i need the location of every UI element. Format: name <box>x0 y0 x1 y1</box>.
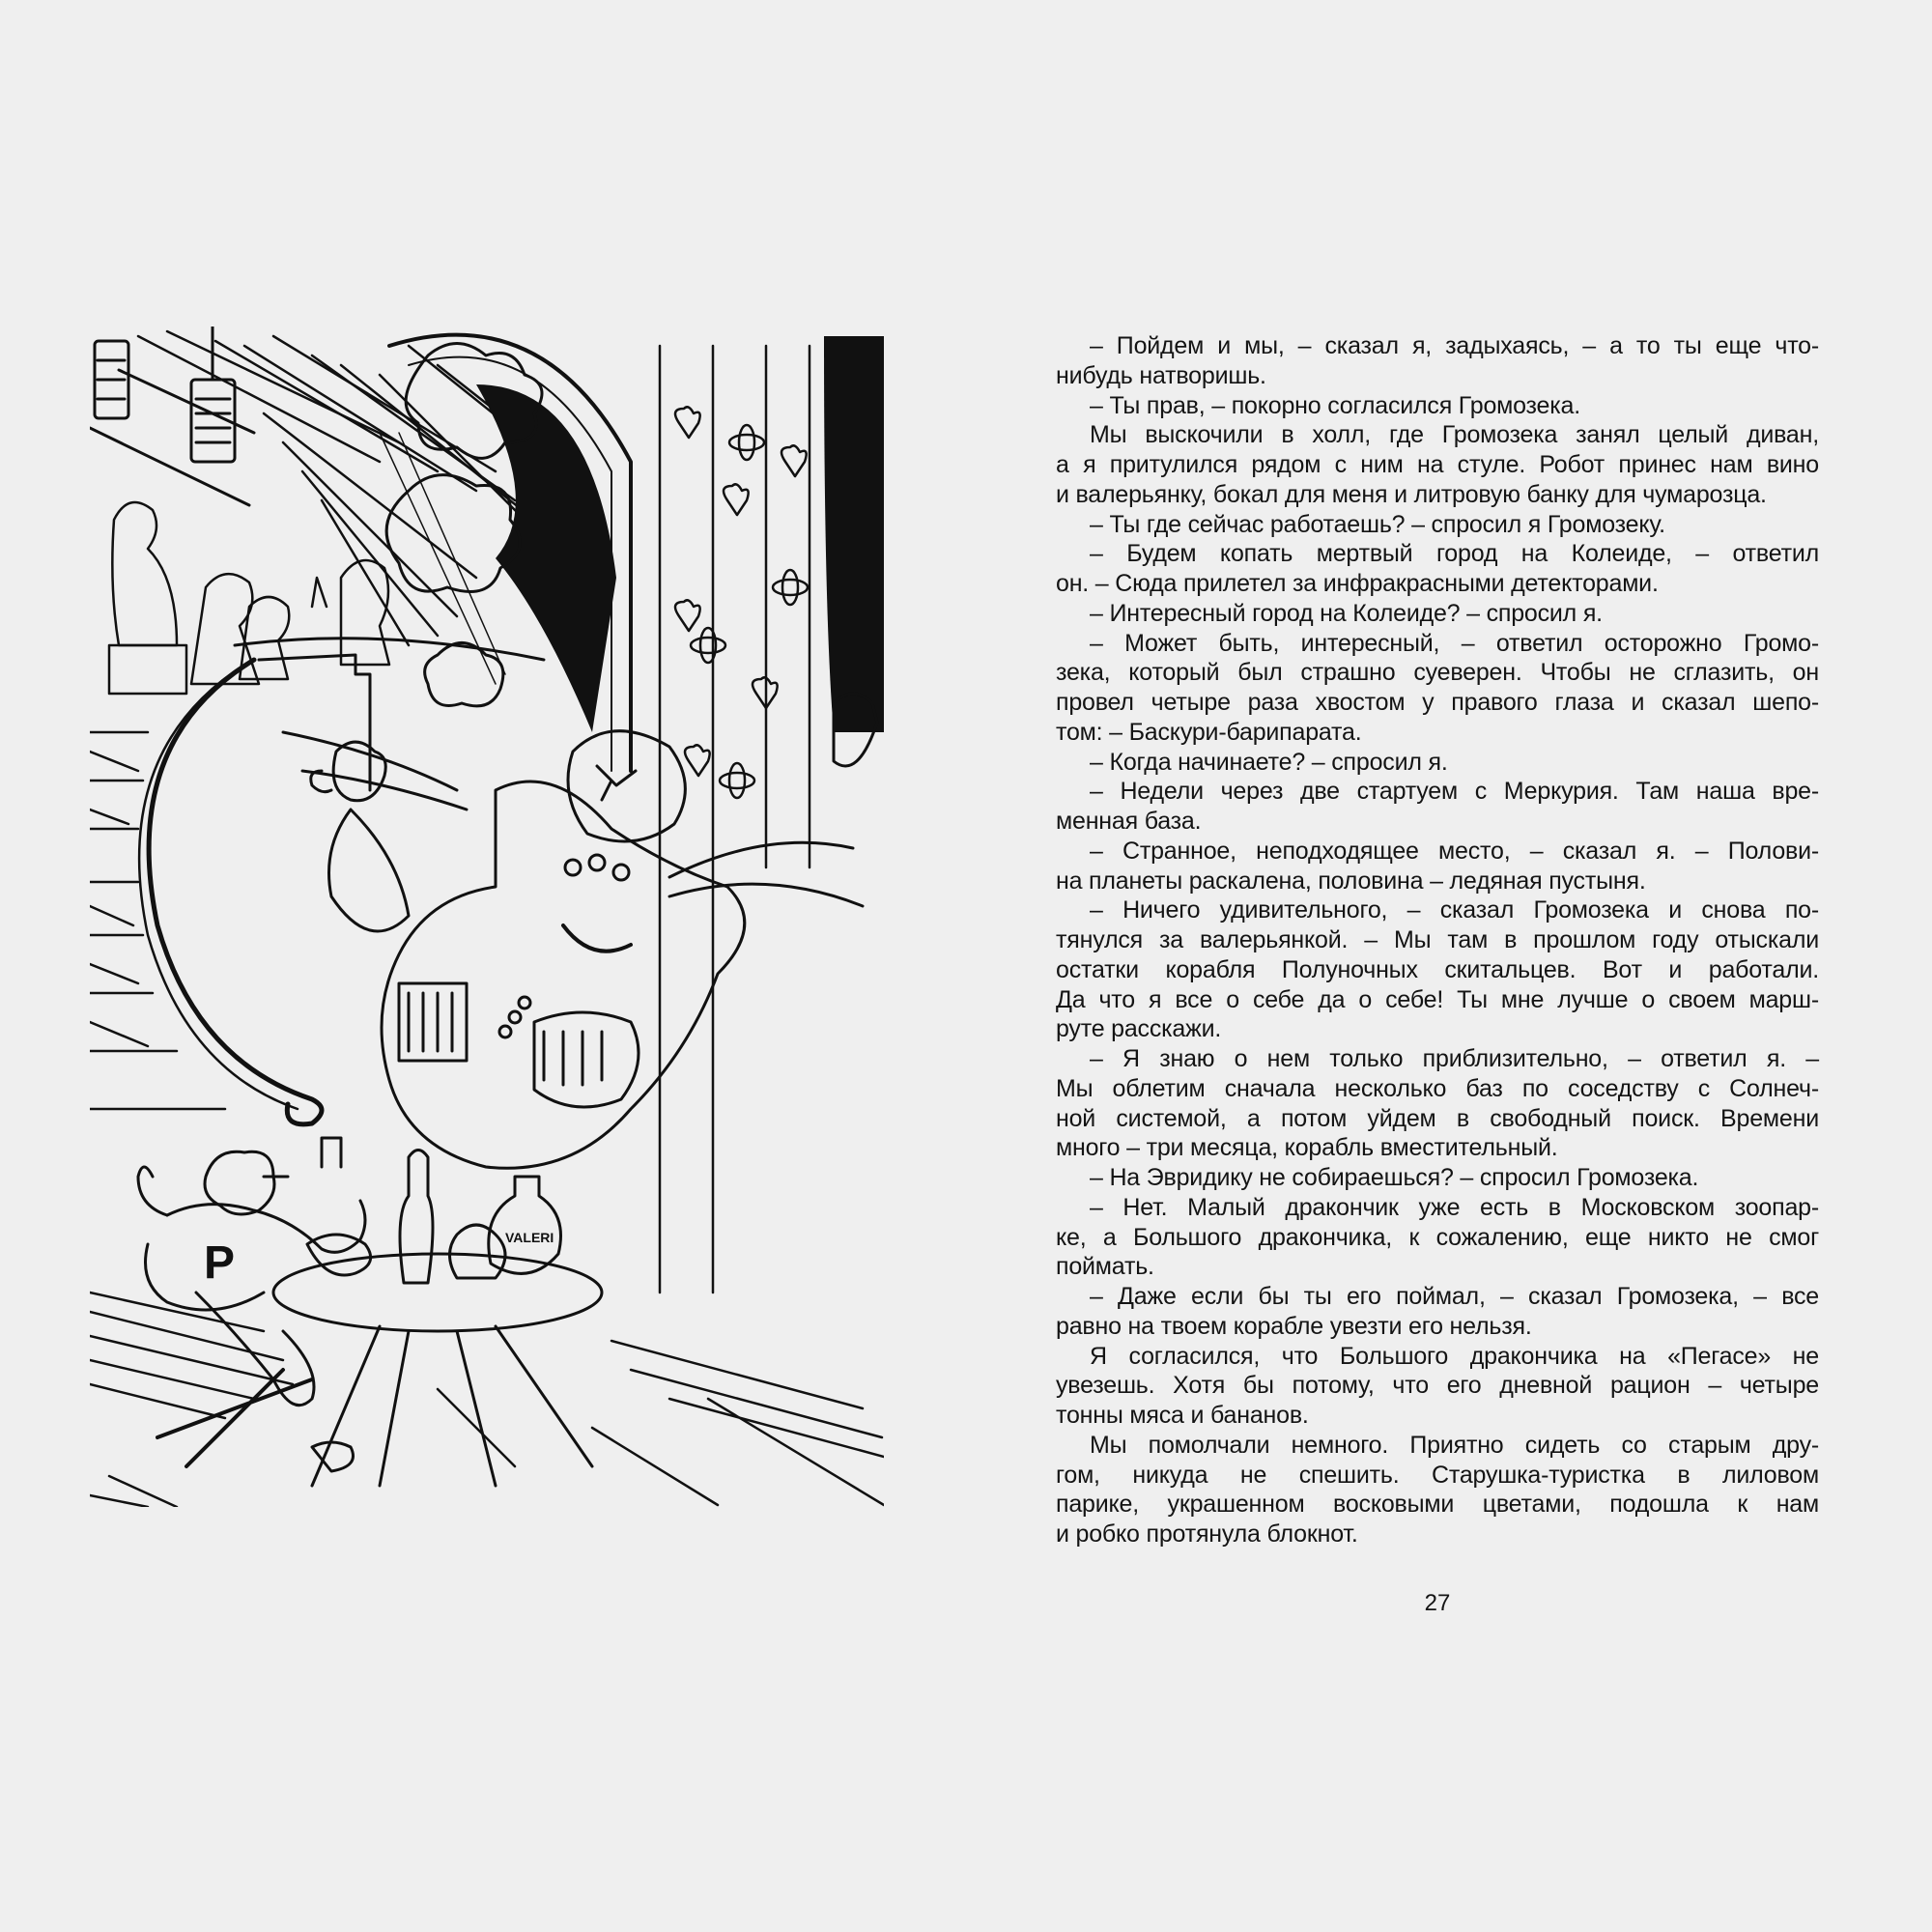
text-line: он. – Сюда прилетел за инфракрасными детекторами. <box>1056 570 1659 597</box>
text-line: остатки корабля Полуночных скитальцев. Вот и работали. <box>1056 955 1819 983</box>
text-line: Да что я все о себе да о себе! Ты мне лучше о своем марш- <box>1056 985 1819 1013</box>
text-line: и робко протянула блокнот. <box>1056 1520 1358 1548</box>
cafe-table <box>273 1151 602 1487</box>
text-line: – Интересный город на Колеиде? – спросил я. <box>1090 599 1603 627</box>
text-line: нибудь натворишь. <box>1056 361 1266 389</box>
shelf-line <box>90 428 249 505</box>
text-line: зека, который был страшно суеверен. Чтобы не сглазить, он <box>1056 659 1819 687</box>
text-line: увезешь. Хотя бы потому, что его дневной рацион – четыре <box>1056 1372 1819 1400</box>
text-line: менная база. <box>1056 808 1202 835</box>
jar-label: VALERI <box>505 1230 554 1245</box>
text-line: ной системой, а потом уйдем в свободный поиск. Времени <box>1056 1104 1819 1132</box>
text-line: Мы выскочили в холл, где Громозека занял целый диван, <box>1090 421 1819 449</box>
text-line: Мы облетим сначала несколько баз по соседству с Солнеч- <box>1056 1074 1819 1102</box>
bottle-icon <box>400 1151 433 1284</box>
page-number: 27 <box>1424 1590 1451 1616</box>
text-line: – Странное, неподходящее место, – сказал я. – Полови- <box>1090 837 1819 865</box>
curtain <box>660 346 810 1293</box>
text-line: руте расскажи. <box>1056 1015 1222 1043</box>
fruit-bowl-icon <box>450 1225 506 1278</box>
text-line: том: – Баскури-барипарата. <box>1056 718 1362 746</box>
robot-figure <box>311 742 409 931</box>
page-text <box>1056 331 1819 1549</box>
text-line: тянулся за валерьянкой. – Мы там в прошлом году отыскали <box>1056 926 1819 953</box>
text-line: – Недели через две стартуем с Меркурия. Там наша вре- <box>1090 778 1819 806</box>
text-line: а я притулился рядом с ним на стуле. Робот принес нам вино <box>1056 451 1819 478</box>
text-line: на планеты раскалена, половина – ледяная пустыня. <box>1056 867 1646 895</box>
text-line: – Ты где сейчас работаешь? – спросил я Громозеку. <box>1090 510 1665 538</box>
cafe-scene-drawing <box>90 327 884 1507</box>
text-line: – Пойдем и мы, – сказал я, задыхаясь, – а то ты еще что- <box>1090 332 1819 359</box>
text-line: – Нет. Малый дракончик уже есть в Московском зоопар- <box>1090 1193 1819 1221</box>
text-line: поймать. <box>1056 1253 1154 1281</box>
text-line: Мы помолчали немного. Приятно сидеть со старым дру- <box>1090 1431 1819 1459</box>
text-line: гом, никуда не спешить. Старушка-туристка в лиловом <box>1056 1461 1819 1489</box>
text-line: – Будем копать мертвый город на Колеиде, – ответил <box>1090 540 1819 568</box>
text-line: парике, украшенном восковыми цветами, подошла к нам <box>1056 1491 1819 1519</box>
floor-hatching <box>90 1293 884 1507</box>
text-line: тонны мяса и бананов. <box>1056 1402 1309 1429</box>
jacket-letter: P <box>204 1237 236 1289</box>
text-line: Я согласился, что Большого дракончика на «Пегасе» не <box>1090 1342 1819 1370</box>
arch-shadow <box>476 384 616 732</box>
text-line: ке, а Большого дракончика, к сожалению, еще никто не смог <box>1056 1223 1819 1251</box>
text-line: – Может быть, интересный, – ответил осторожно Громо- <box>1090 629 1819 657</box>
text-line: – Когда начинаете? – спросил я. <box>1090 748 1448 776</box>
text-line: – Ты прав, – покорно согласился Громозека. <box>1090 391 1580 419</box>
text-line: – На Эвридику не собираешься? – спросил Громозека. <box>1090 1164 1699 1191</box>
text-line: и валерьянку, бокал для меня и литровую банку для чумарозца. <box>1056 480 1767 508</box>
text-line: – Даже если бы ты его поймал, – сказал Громозека, – все <box>1090 1283 1819 1310</box>
illustration <box>90 327 884 1507</box>
text-line: провел четыре раза хвостом у правого глаза и сказал шепо- <box>1056 689 1819 716</box>
text-line: – Ничего удивительного, – сказал Громозека и снова по- <box>1090 896 1819 924</box>
text-line: – Я знаю о нем только приблизительно, – ответил я. – <box>1090 1045 1819 1072</box>
text-line: равно на твоем корабле увезти его нельзя. <box>1056 1312 1532 1340</box>
glass-icon <box>322 1138 341 1167</box>
text-line: много – три месяца, корабль вместительный. <box>1056 1134 1558 1162</box>
dark-doorway <box>824 336 884 732</box>
father-figure <box>138 1138 365 1471</box>
